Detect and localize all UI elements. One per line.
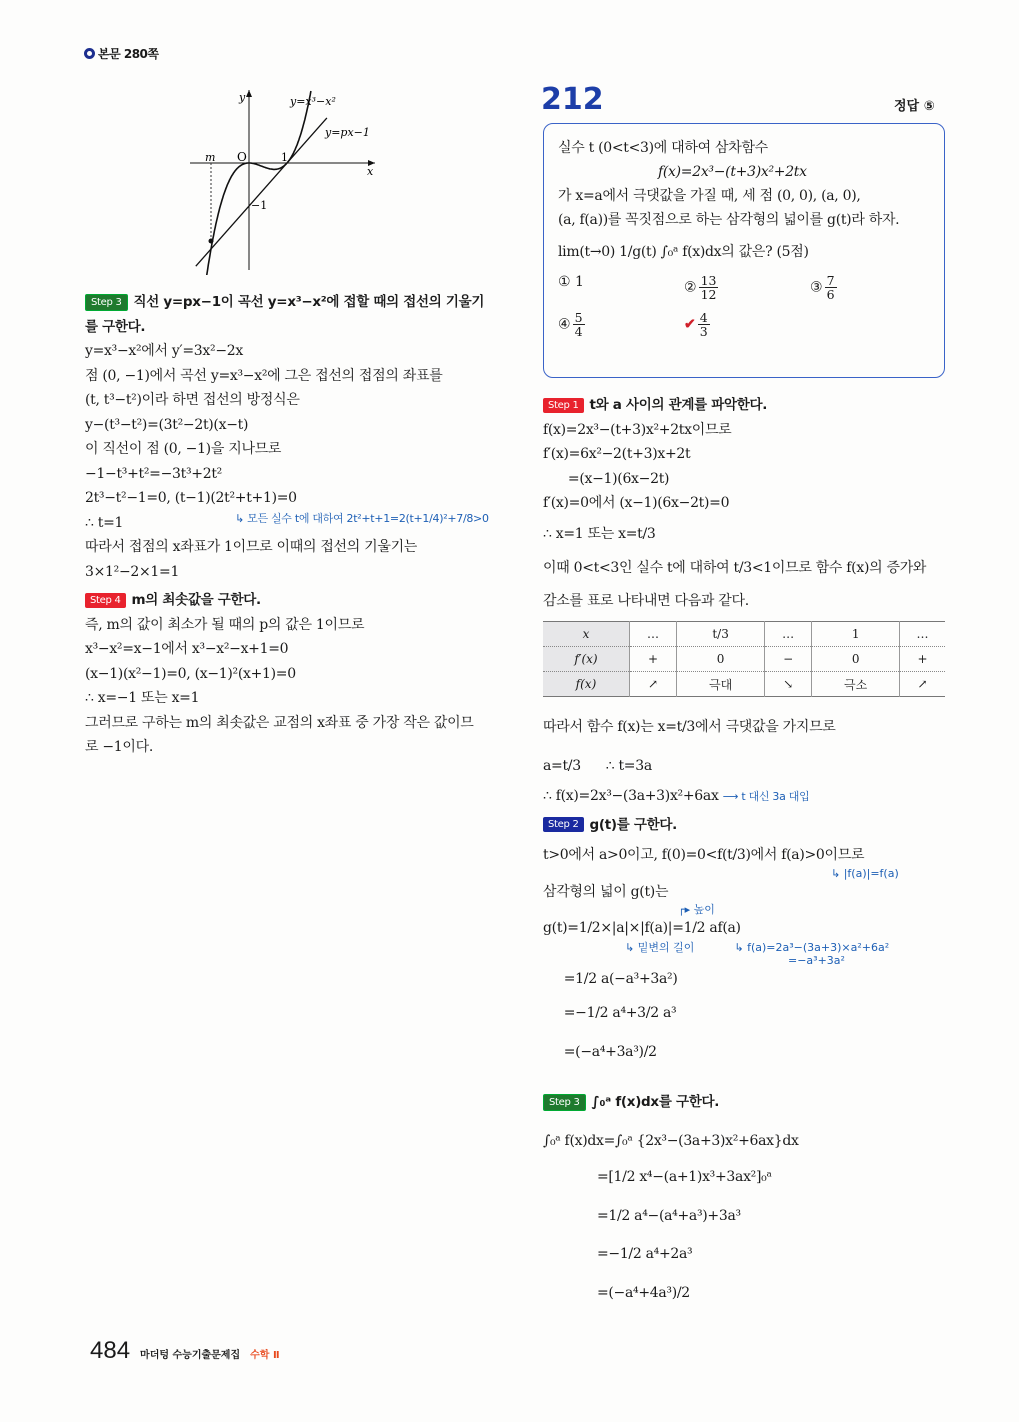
neg-one-label: −1 — [251, 199, 268, 212]
step4-title: m의 최솟값을 구한다. — [131, 592, 261, 608]
solution-line: 로 −1이다. — [85, 739, 154, 755]
solution-line: ∴ t=1 — [85, 514, 124, 531]
solution-line: ∴ f(x)=2x³−(3a+3)x²+6ax — [543, 788, 719, 804]
cubic-graph — [185, 85, 385, 275]
solution-line: ∴ x=1 또는 x=t/3 — [543, 525, 656, 542]
tangent-line — [196, 118, 327, 266]
step1-title: t와 a 사이의 관계를 파악한다. — [589, 397, 768, 413]
solution-line: =[1/2 x⁴−(a+1)x³+3ax²]₀ᵃ — [543, 1169, 772, 1185]
line-label: y=px−1 — [325, 126, 370, 139]
subject-label: 수학 Ⅱ — [250, 1350, 280, 1361]
footer — [90, 1337, 280, 1365]
curve-label: y=x³−x² — [290, 95, 336, 108]
solution-line: y−(t³−t²)=(3t²−2t)(x−t) — [85, 416, 249, 433]
y-axis-arrow — [246, 90, 252, 97]
problem-box — [543, 123, 945, 378]
problem-question: lim(t→0) 1/g(t) ∫₀ᵃ f(x)dx의 값은? (5점) — [558, 244, 809, 260]
solution-line: 따라서 함수 f(x)는 x=t/3에서 극댓값을 가지므로 — [543, 719, 836, 735]
note-abs: ↳ |f(a)|=f(a) — [831, 866, 899, 880]
step1-badge: Step 1 — [543, 398, 584, 413]
solution-line: =−1/2 a⁴+3/2 a³ — [543, 1005, 677, 1021]
note-height: ┌▸ 높이 — [678, 903, 715, 916]
solution-line: 이 직선이 점 (0, −1)을 지나므로 — [85, 441, 282, 457]
solution-line: (t, t³−t²)이라 하면 접선의 방정식은 — [85, 392, 300, 408]
step3-title: 직선 y=px−1이 곡선 y=x³−x²에 접할 때의 접선의 기울기 — [133, 294, 485, 310]
solution-line: f′(x)=0에서 (x−1)(6x−2t)=0 — [543, 495, 730, 511]
problem-equation: f(x)=2x³−(t+3)x²+2tx — [658, 164, 807, 180]
solution-line: ∫₀ᵃ f(x)dx=∫₀ᵃ {2x³−(3a+3)x²+6ax}dx — [543, 1132, 799, 1149]
variation-table — [543, 621, 945, 697]
answer-label: 정답 ⑤ — [894, 99, 935, 114]
solution-line: f′(x)=6x²−2(t+3)x+2t — [543, 446, 691, 462]
solution-line: 이때 0<t<3인 실수 t에 대하여 t/3<1이므로 함수 f(x)의 증가와 — [543, 560, 927, 576]
problem-line: (a, f(a))를 꼭짓점으로 하는 삼각형의 넓이를 g(t)라 하자. — [558, 212, 900, 228]
solution-line: y=x³−x²에서 y′=3x²−2x — [85, 343, 243, 359]
solution-line: 3×1²−2×1=1 — [85, 563, 180, 580]
solution-line: =1/2 a(−a³+3a²) — [543, 970, 678, 987]
choice-5-correct[interactable]: ✔ $\frac{4}{3}$ — [684, 310, 708, 339]
note-quadratic-positive: ↳ 모든 실수 t에 대하여 2t²+t+1=2(t+1/4)²+7/8>0 — [235, 511, 489, 525]
step2-title: g(t)를 구한다. — [589, 816, 677, 833]
circle-bullet-icon — [84, 48, 95, 59]
solution-line: ∴ x=−1 또는 x=1 — [85, 690, 200, 706]
step3-title-right: ∫₀ᵃ f(x)dx를 구한다. — [591, 1094, 720, 1110]
page-number: 484 — [90, 1337, 131, 1364]
choice-4[interactable]: ④ $\frac{5}{4}$ — [558, 310, 583, 339]
table-row: f(x) ↗ 극대 ↘ 극소 ↗ — [543, 672, 945, 697]
intersection-point — [209, 239, 214, 244]
note-base: ↳ 밑변의 길이 — [625, 940, 695, 954]
cubic-curve — [205, 91, 311, 275]
solution-line: =(−a⁴+4a³)/2 — [543, 1284, 690, 1301]
note-substitution: ⟶ t 대신 3a 대입 — [722, 790, 810, 803]
step3-title-cont: 를 구한다. — [85, 318, 146, 335]
table-row: x … t/3 … 1 … — [543, 622, 945, 647]
choice-3[interactable]: ③ $\frac{7}{6}$ — [810, 273, 835, 302]
reference-label — [84, 45, 159, 62]
note-fa: ↳ f(a)=2a³−(3a+3)×a²+6a² — [734, 940, 890, 954]
solution-line: 따라서 접점의 x좌표가 1이므로 이때의 접선의 기울기는 — [85, 539, 418, 555]
reference-text: 본문 280쪽 — [98, 47, 159, 61]
answer-choices — [558, 274, 930, 338]
step3-badge: Step 3 — [85, 294, 128, 311]
solution-line: 삼각형의 넓이 g(t)는 — [543, 883, 669, 900]
right-solution — [543, 393, 953, 1305]
solution-line: 감소를 표로 나타내면 다음과 같다. — [543, 592, 749, 609]
problem-line: 가 x=a에서 극댓값을 가질 때, 세 점 (0, 0), (a, 0), — [558, 188, 861, 204]
step2-badge: Step 2 — [543, 817, 584, 832]
x-label: x — [367, 165, 374, 178]
solution-line: a=t/3 ∴ t=3a — [543, 757, 652, 774]
solution-line: f(x)=2x³−(t+3)x²+2tx이므로 — [543, 421, 732, 438]
solution-line: =−1/2 a⁴+2a³ — [543, 1246, 693, 1262]
step4-badge: Step 4 — [85, 593, 126, 608]
note-fa-result: =−a³+3a² — [788, 953, 845, 967]
book-title: 마더텅 수능기출문제집 — [140, 1350, 241, 1361]
solution-line: 2t³−t²−1=0, (t−1)(2t²+t+1)=0 — [85, 490, 297, 506]
left-solution — [85, 290, 505, 760]
choice-2[interactable]: ② $\frac{13}{12}$ — [684, 273, 717, 302]
m-label: m — [205, 151, 216, 164]
solution-line: g(t)=1/2×|a|×|f(a)|=1/2 af(a) — [543, 920, 741, 936]
problem-number: 212 — [541, 82, 604, 117]
problem-line: 실수 t (0<t<3)에 대하여 삼차함수 — [558, 140, 768, 156]
solution-line: =(x−1)(6x−2t) — [543, 470, 670, 487]
choice-1[interactable]: ① 1 — [558, 274, 584, 290]
solution-line: −1−t³+t²=−3t³+2t² — [85, 465, 222, 482]
solution-line: t>0에서 a>0이고, f(0)=0<f(t/3)에서 f(a)>0이므로 — [543, 847, 865, 863]
solution-line: 즉, m의 값이 최소가 될 때의 p의 값은 1이므로 — [85, 616, 365, 633]
solution-line: =1/2 a⁴−(a⁴+a³)+3a³ — [543, 1207, 741, 1224]
origin-label: O — [237, 150, 247, 164]
solution-line: x³−x²=x−1에서 x³−x²−x+1=0 — [85, 641, 289, 657]
solution-line: (x−1)(x²−1)=0, (x−1)²(x+1)=0 — [85, 665, 296, 682]
y-label: y — [239, 91, 246, 104]
one-label: 1 — [281, 151, 288, 164]
solution-line: =(−a⁴+3a³)/2 — [543, 1043, 657, 1060]
note-row — [625, 941, 953, 955]
solution-line: 그러므로 구하는 m의 최솟값은 교점의 x좌표 중 가장 작은 값이므 — [85, 714, 474, 731]
checkmark-icon: ✔ — [684, 316, 696, 333]
table-row: f′(x) + 0 − 0 + — [543, 647, 945, 672]
solution-line: 점 (0, −1)에서 곡선 y=x³−x²에 그은 접선의 접점의 좌표를 — [85, 367, 443, 384]
step3-badge-right: Step 3 — [543, 1094, 586, 1111]
